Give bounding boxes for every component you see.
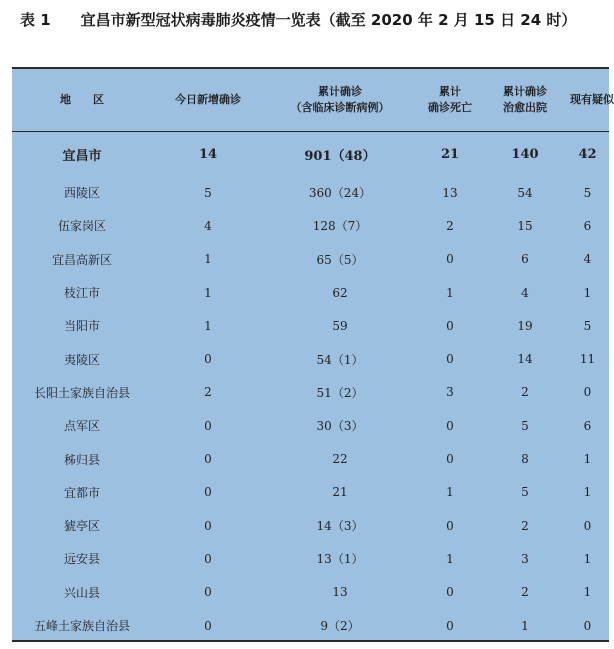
header-row xyxy=(12,69,609,132)
cell-cured: 2 xyxy=(521,385,529,400)
table-title xyxy=(0,6,609,32)
header-new-confirmed: 今日新增确诊 xyxy=(152,69,264,132)
cell-confirmed: 22 xyxy=(332,452,348,467)
table-row xyxy=(12,442,609,475)
table-title-text: 宜昌市新型冠状病毒肺炎疫情一览表（截至 2020 年 2 月 15 日 24 时） xyxy=(80,10,577,29)
cell-deaths: 0 xyxy=(446,318,454,333)
total-suspected: 42 xyxy=(578,146,597,162)
header-deaths: 累计 确诊死亡 xyxy=(416,69,484,132)
total-confirmed: 901（48） xyxy=(304,148,376,164)
cell-deaths: 1 xyxy=(446,285,454,300)
cell-region: 当阳市 xyxy=(63,319,100,334)
cell-cured: 8 xyxy=(521,452,529,467)
table-row xyxy=(12,376,609,409)
cell-confirmed: 51（2） xyxy=(316,385,364,400)
cell-deaths: 0 xyxy=(446,252,454,267)
header-cured: 累计确诊 治愈出院 xyxy=(484,69,566,132)
cell-deaths: 0 xyxy=(446,418,454,433)
cell-confirmed: 54（1） xyxy=(316,352,364,367)
cell-confirmed: 360（24） xyxy=(308,186,372,201)
cell-confirmed: 9（2） xyxy=(320,619,360,633)
cell-deaths: 1 xyxy=(446,551,454,566)
cell-new: 0 xyxy=(204,485,212,500)
cell-suspected: 5 xyxy=(583,185,592,200)
cell-cured: 15 xyxy=(517,218,533,233)
cell-cured: 4 xyxy=(521,285,529,300)
cell-suspected: 6 xyxy=(583,218,592,233)
cell-new: 1 xyxy=(204,285,212,300)
cell-confirmed: 59 xyxy=(332,318,348,333)
cell-region: 秭归县 xyxy=(63,452,100,467)
cell-new: 0 xyxy=(204,551,212,566)
cell-region: 点军区 xyxy=(63,419,100,434)
cell-region: 伍家岗区 xyxy=(57,219,106,234)
cell-new: 0 xyxy=(204,518,212,533)
cell-new: 4 xyxy=(204,218,212,233)
cell-suspected: 1 xyxy=(583,485,592,500)
cell-region: 宜都市 xyxy=(63,485,100,500)
table-row xyxy=(12,576,609,609)
cell-deaths: 13 xyxy=(442,185,458,200)
table-row xyxy=(12,542,609,575)
cell-region: 西陵区 xyxy=(63,186,100,201)
cell-deaths: 0 xyxy=(446,452,454,467)
cell-suspected: 5 xyxy=(583,318,592,333)
cell-deaths: 0 xyxy=(446,618,454,633)
cell-cured: 2 xyxy=(521,518,529,533)
table-row xyxy=(12,509,609,542)
cell-cured: 1 xyxy=(521,618,529,633)
cell-suspected: 1 xyxy=(583,585,592,600)
cell-new: 0 xyxy=(204,418,212,433)
cell-new: 0 xyxy=(204,352,212,367)
cell-new: 1 xyxy=(204,318,212,333)
cell-deaths: 0 xyxy=(446,585,454,600)
total-row xyxy=(12,132,609,177)
table-row xyxy=(12,209,609,242)
table-row xyxy=(12,176,609,209)
cell-new: 0 xyxy=(204,618,212,633)
cell-confirmed: 62 xyxy=(332,285,348,300)
header-region: 地 区 xyxy=(12,69,152,132)
cell-deaths: 1 xyxy=(446,485,454,500)
header-total-confirmed: 累计确诊 （含临床诊断病例） xyxy=(264,69,416,132)
cell-region: 枝江市 xyxy=(63,286,100,301)
epidemic-table xyxy=(12,67,614,642)
cell-deaths: 0 xyxy=(446,352,454,367)
cell-suspected: 6 xyxy=(583,418,592,433)
cell-suspected: 1 xyxy=(583,551,592,566)
header-suspected: 现有疑似 xyxy=(566,69,609,132)
cell-deaths: 3 xyxy=(446,385,454,400)
cell-region: 夷陵区 xyxy=(63,352,100,367)
cell-new: 1 xyxy=(204,252,212,267)
cell-region: 猇亭区 xyxy=(63,519,100,534)
cell-region: 长阳土家族自治县 xyxy=(33,385,130,400)
cell-new: 5 xyxy=(204,185,212,200)
cell-new: 0 xyxy=(204,452,212,467)
cell-cured: 19 xyxy=(517,318,533,333)
cell-region: 远安县 xyxy=(63,552,100,567)
cell-confirmed: 65（5） xyxy=(316,252,364,267)
cell-suspected: 1 xyxy=(583,285,592,300)
cell-suspected: 0 xyxy=(583,518,592,533)
cell-new: 2 xyxy=(204,385,212,400)
cell-deaths: 0 xyxy=(446,518,454,533)
cell-suspected: 4 xyxy=(583,252,592,267)
cell-cured: 54 xyxy=(517,185,533,200)
table-row xyxy=(12,276,609,309)
cell-cured: 14 xyxy=(517,352,533,367)
cell-deaths: 2 xyxy=(446,218,454,233)
cell-confirmed: 21 xyxy=(332,485,348,500)
total-new: 14 xyxy=(198,146,218,162)
cell-suspected: 1 xyxy=(583,452,592,467)
cell-suspected: 0 xyxy=(583,385,592,400)
cell-confirmed: 14（3） xyxy=(316,519,364,534)
cell-new: 0 xyxy=(204,585,212,600)
cell-confirmed: 13（1） xyxy=(316,552,364,567)
total-cured: 140 xyxy=(511,146,539,162)
table-row xyxy=(12,609,609,642)
cell-region: 兴山县 xyxy=(63,585,100,600)
cell-suspected: 11 xyxy=(579,352,596,367)
cell-cured: 3 xyxy=(521,551,529,566)
total-region: 宜昌市 xyxy=(62,148,102,164)
cell-cured: 2 xyxy=(521,585,529,600)
cell-region: 宜昌高新区 xyxy=(51,252,112,267)
table-row xyxy=(12,476,609,509)
table-row xyxy=(12,342,609,375)
cell-confirmed: 13 xyxy=(332,585,348,600)
cell-cured: 6 xyxy=(521,252,529,267)
table-number: 表 1 xyxy=(20,10,51,29)
total-deaths: 21 xyxy=(440,146,460,162)
table-row xyxy=(12,409,609,442)
cell-region: 五峰土家族自治县 xyxy=(33,619,130,633)
table-row xyxy=(12,309,609,342)
table-row xyxy=(12,243,609,276)
cell-suspected: 0 xyxy=(583,618,592,633)
cell-confirmed: 128（7） xyxy=(312,219,368,234)
cell-confirmed: 30（3） xyxy=(316,419,364,434)
cell-cured: 5 xyxy=(521,485,529,500)
cell-cured: 5 xyxy=(521,418,529,433)
